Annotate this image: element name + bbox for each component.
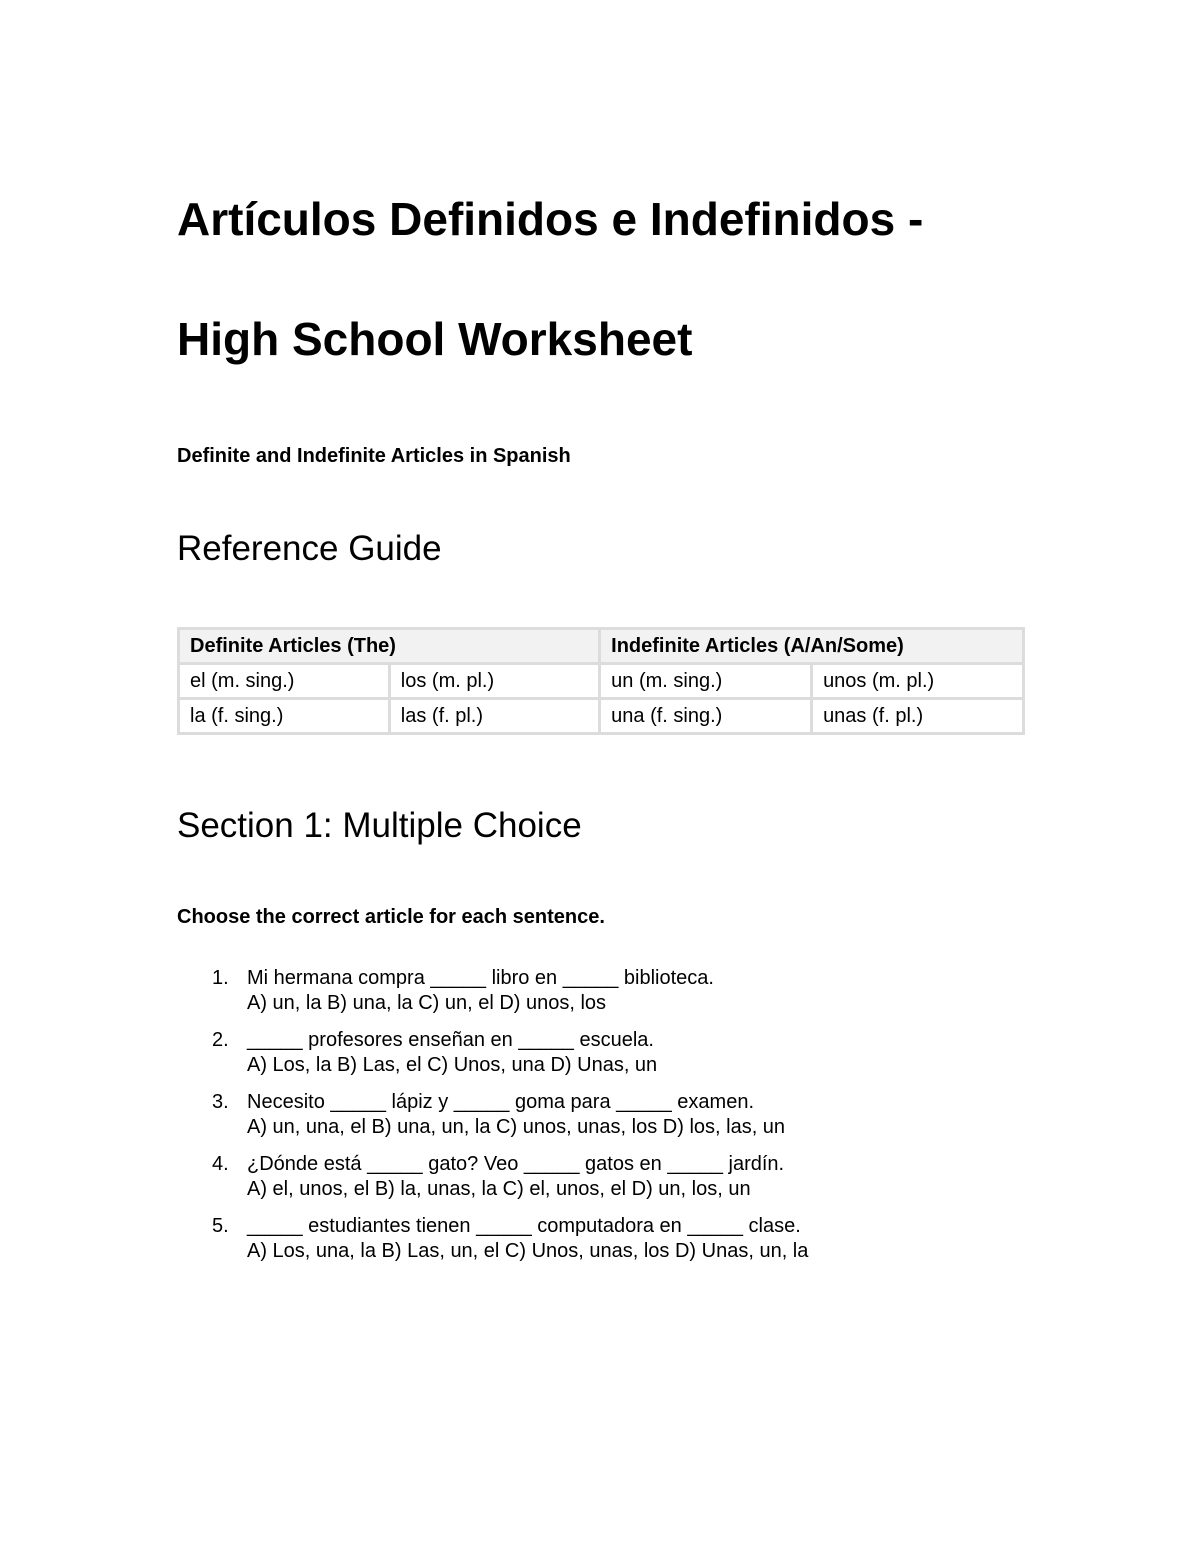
question-sentence: _____ profesores enseñan en _____ escuela. (247, 1029, 654, 1051)
reference-guide-heading: Reference Guide (177, 529, 442, 568)
question-sentence: _____ estudiantes tienen _____ computadora en _____ clase. (247, 1215, 801, 1237)
section-1-instructions: Choose the correct article for each sentence. (177, 906, 605, 928)
question-options: A) un, la B) una, la C) un, el D) unos, los (247, 992, 607, 1014)
table-cell: los (m. pl.) (389, 664, 599, 699)
table-cell: una (f. sing.) (600, 699, 812, 734)
table-cell: un (m. sing.) (600, 664, 812, 699)
question-number: 2. (212, 1029, 229, 1051)
question-item (177, 1152, 808, 1214)
question-number: 5. (212, 1215, 229, 1237)
question-options: A) Los, una, la B) Las, un, el C) Unos, unas, los D) Unas, un, la (247, 1240, 809, 1262)
table-row (179, 664, 1024, 699)
question-sentence: ¿Dónde está _____ gato? Veo _____ gatos en _____ jardín. (247, 1153, 785, 1175)
section-1-heading: Section 1: Multiple Choice (177, 806, 582, 845)
table-cell: las (f. pl.) (389, 699, 599, 734)
question-options: A) un, una, el B) una, un, la C) unos, unas, los D) los, las, un (247, 1116, 786, 1138)
question-list (177, 966, 808, 1276)
question-options: A) el, unos, el B) la, unas, la C) el, unos, el D) un, los, un (247, 1178, 751, 1200)
question-number: 1. (212, 967, 229, 989)
header-definite-articles: Definite Articles (The) (179, 629, 600, 664)
question-item (177, 966, 808, 1028)
page-subtitle: Definite and Indefinite Articles in Spanish (177, 445, 571, 467)
reference-table-header-row (179, 629, 1024, 664)
question-sentence: Mi hermana compra _____ libro en _____ biblioteca. (247, 967, 714, 989)
question-number: 3. (212, 1091, 229, 1113)
reference-table (177, 627, 1025, 735)
question-item (177, 1214, 808, 1276)
question-item (177, 1090, 808, 1152)
table-cell: unos (m. pl.) (812, 664, 1024, 699)
table-cell: unas (f. pl.) (812, 699, 1024, 734)
table-cell: la (f. sing.) (179, 699, 390, 734)
table-row (179, 699, 1024, 734)
header-indefinite-articles: Indefinite Articles (A/An/Some) (600, 629, 1024, 664)
page-title-line-2: High School Worksheet (177, 313, 693, 365)
question-sentence: Necesito _____ lápiz y _____ goma para _____ examen. (247, 1091, 755, 1113)
question-number: 4. (212, 1153, 229, 1175)
table-cell: el (m. sing.) (179, 664, 390, 699)
question-options: A) Los, la B) Las, el C) Unos, una D) Unas, un (247, 1054, 658, 1076)
page-title-line-1: Artículos Definidos e Indefinidos - (177, 193, 924, 245)
question-item (177, 1028, 808, 1090)
